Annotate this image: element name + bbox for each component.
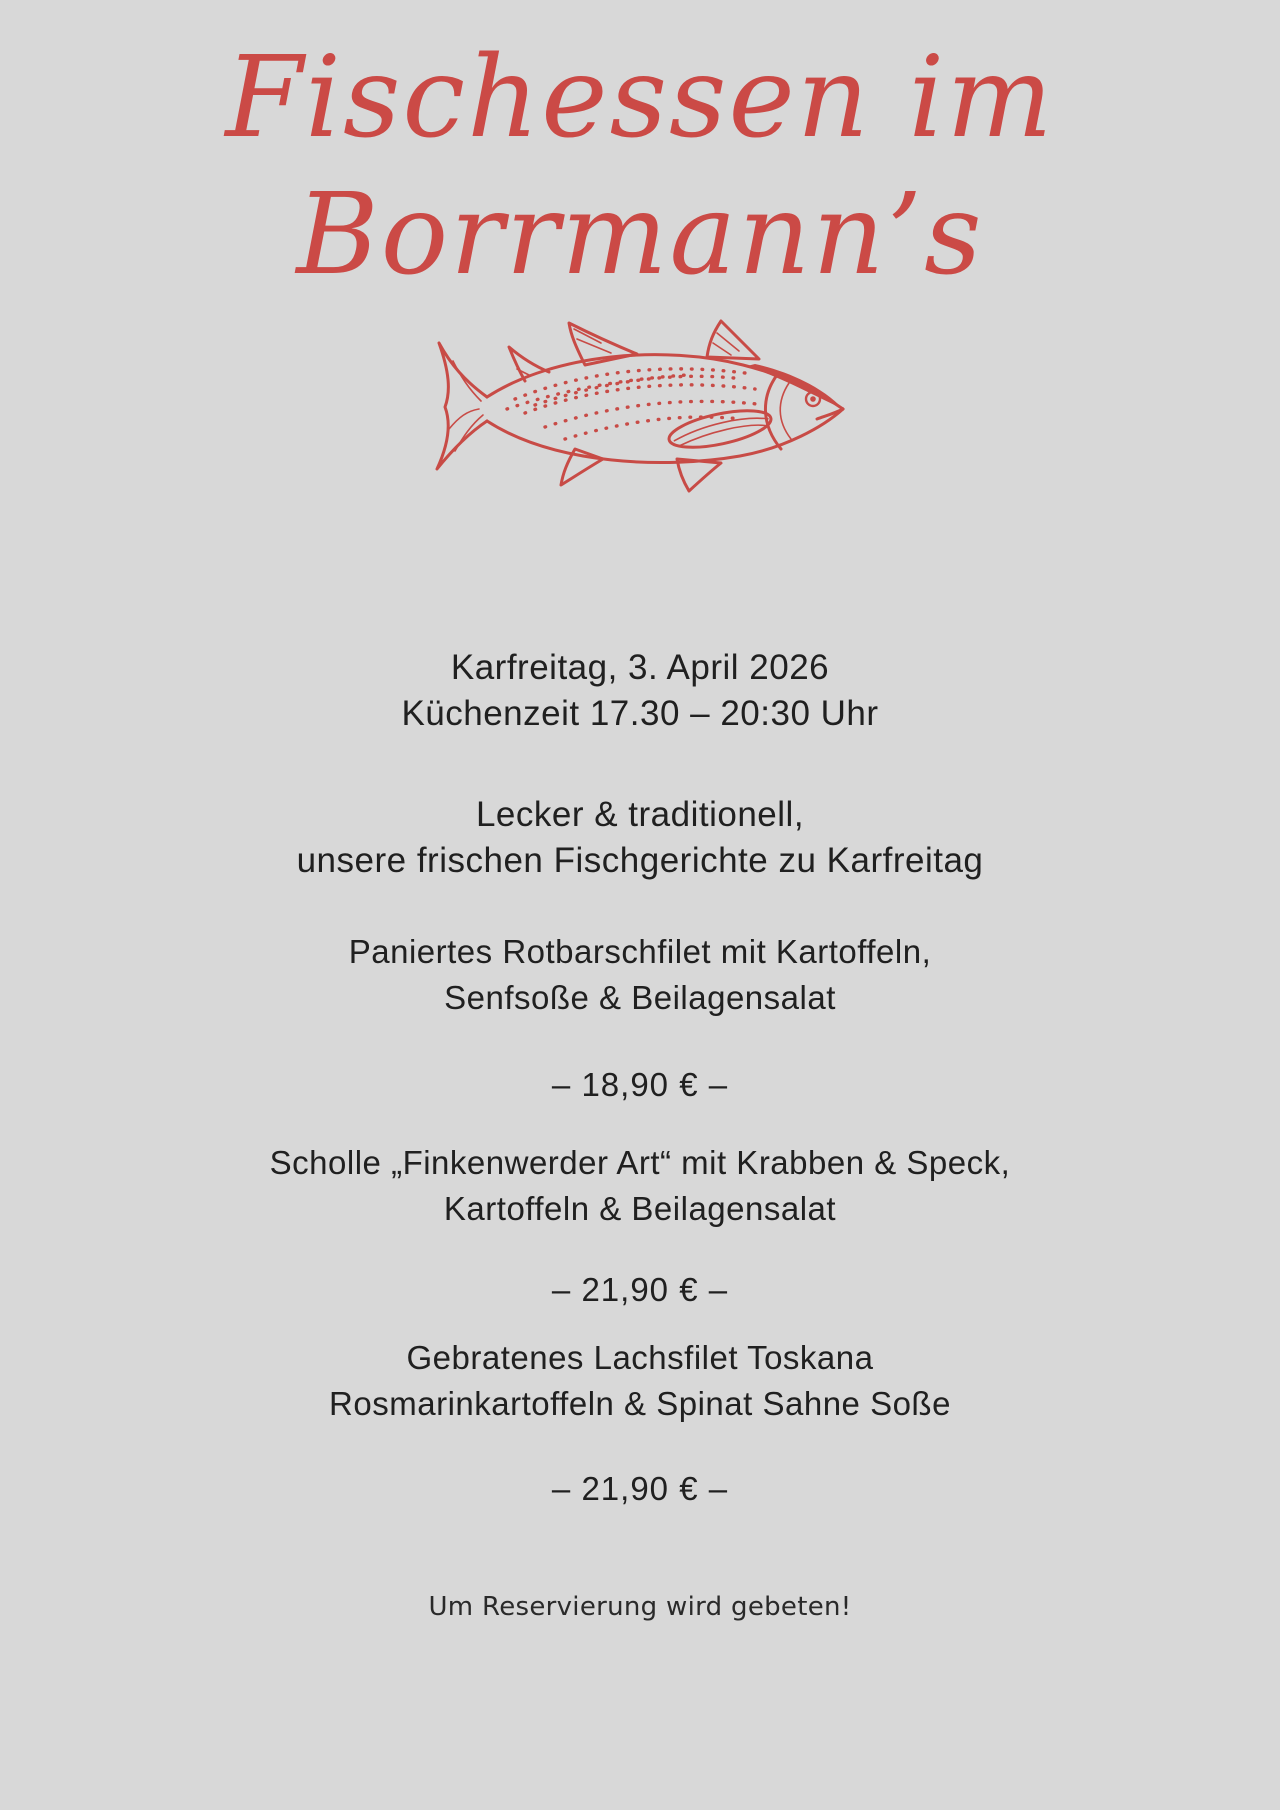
menu-item-line-1: Paniertes Rotbarschfilet mit Kartoffeln, [348,933,932,971]
fish-icon [420,309,860,499]
menu-item-line-1: Scholle „Finkenwerder Art“ mit Krabben & Speck, [269,1144,1011,1182]
menu-item-line-1: Gebratenes Lachsfilet Toskana [406,1339,874,1377]
title-line-1: Fischessen im [225,33,1055,163]
menu-item-price: – 18,90 € – [551,1066,729,1104]
title-line-2: Borrmann’s [296,169,984,300]
menu-item-price: – 21,90 € – [551,1470,729,1508]
menu-item-rotbarschfilet [0,929,1280,1020]
menu-item-lachsfilet [0,1335,1280,1426]
menu-item-price: – 21,90 € – [551,1271,729,1309]
kitchen-hours: Küchenzeit 17.30 – 20:30 Uhr [401,693,879,733]
page-title [0,0,1280,303]
fish-illustration [0,309,1280,499]
menu-item-line-2: Rosmarinkartoffeln & Spinat Sahne Soße [329,1384,951,1422]
menu-item-line-2: Kartoffeln & Beilagensalat [443,1189,837,1227]
event-info [0,645,1280,736]
menu-item-scholle [0,1140,1280,1231]
intro-line-1: Lecker & traditionell, [475,795,805,835]
reservation-note: Um Reservierung wird gebeten! [428,1592,852,1623]
intro-line-2: unsere frischen Fischgerichte zu Karfreitag [296,840,984,880]
event-date: Karfreitag, 3. April 2026 [450,648,830,688]
menu-item-line-2: Senfsoße & Beilagensalat [444,978,836,1016]
intro-text [0,792,1280,883]
